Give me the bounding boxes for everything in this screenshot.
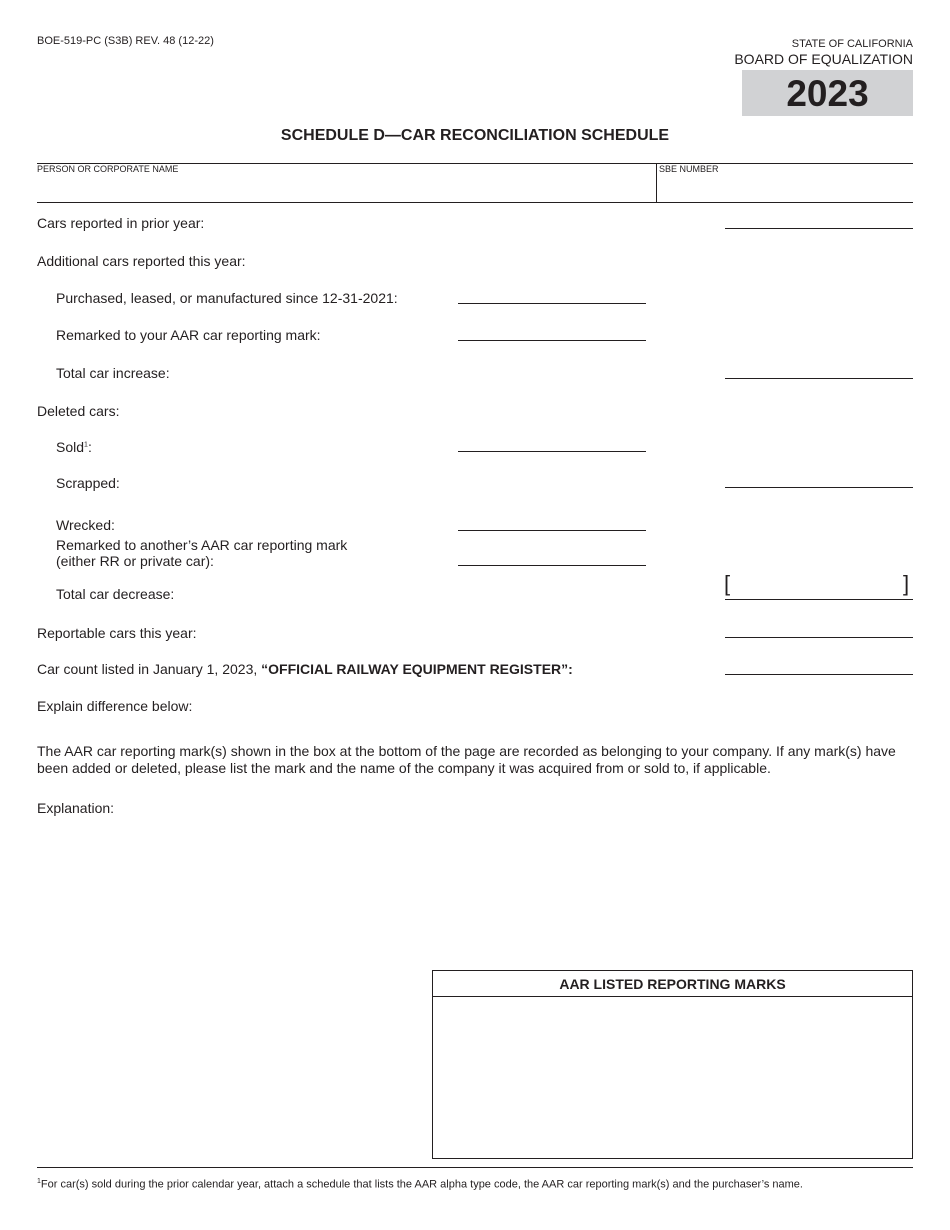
total-increase-field[interactable] — [725, 360, 913, 379]
register-count-bold: “OFFICIAL RAILWAY EQUIPMENT REGISTER”: — [261, 661, 573, 677]
sold-field[interactable] — [458, 433, 646, 452]
reportable-cars-field[interactable] — [725, 619, 913, 638]
explanation-label: Explanation: — [37, 800, 115, 816]
wrecked-label: Wrecked: — [56, 517, 115, 533]
sold-text: Sold — [56, 439, 85, 455]
state-label: STATE OF CALIFORNIA — [791, 38, 913, 50]
prior-year-field[interactable] — [725, 210, 913, 229]
form-id: BOE-519-PC (S3B) REV. 48 (12-22) — [37, 35, 214, 47]
aar-marks-box — [432, 970, 913, 1159]
page-title: SCHEDULE D—CAR RECONCILIATION SCHEDULE — [280, 127, 670, 144]
sold-footnote-marker: 1 — [84, 441, 88, 449]
tax-year-badge: 2023 — [742, 70, 913, 116]
total-increase-label: Total car increase: — [56, 365, 170, 381]
total-decrease-field[interactable] — [725, 581, 913, 600]
register-count-label — [37, 661, 573, 677]
register-count-field[interactable] — [725, 656, 913, 675]
total-decrease-label: Total car decrease: — [56, 586, 175, 602]
remarked-other-label-line2: (either RR or private car): — [56, 553, 214, 569]
name-row-divider — [656, 163, 657, 203]
scrapped-field[interactable] — [725, 469, 913, 488]
purchased-field[interactable] — [458, 285, 646, 304]
explanation-area[interactable] — [37, 822, 417, 962]
remarked-yours-label: Remarked to your AAR car reporting mark: — [56, 327, 321, 343]
instructions-paragraph: The AAR car reporting mark(s) shown in the box at the bottom of the page are recorded as belonging to your company. If any mark(s) have been added or deleted, please list the mark and the name of the company it was acquired from or sold to, if applicable. — [37, 743, 896, 776]
footnote — [37, 1178, 803, 1191]
aar-marks-heading: AAR LISTED REPORTING MARKS — [433, 971, 912, 997]
register-count-prefix: Car count listed in January 1, 2023, — [37, 661, 262, 677]
board-label: BOARD OF EQUALIZATION — [734, 51, 913, 67]
purchased-label: Purchased, leased, or manufactured since 12-31-2021: — [56, 290, 398, 306]
footnote-marker: 1 — [37, 1178, 41, 1185]
sold-colon: : — [87, 439, 92, 455]
reportable-cars-label: Reportable cars this year: — [37, 625, 197, 641]
remarked-other-label-line1: Remarked to another’s AAR car reporting mark — [56, 537, 348, 553]
footnote-rule — [37, 1167, 913, 1168]
deleted-cars-label: Deleted cars: — [37, 403, 120, 419]
footnote-text: For car(s) sold during the prior calendar year, attach a schedule that lists the AAR alpha type code, the AAR car reporting mark(s) and the purchaser’s name. — [40, 1178, 803, 1191]
explain-difference-label: Explain difference below: — [37, 698, 193, 714]
sbe-field-label: SBE NUMBER — [659, 164, 719, 174]
additional-cars-label: Additional cars reported this year: — [37, 253, 246, 269]
aar-marks-content — [433, 997, 912, 1157]
scrapped-label: Scrapped: — [56, 475, 120, 491]
total-decrease-bracket-right: ] — [903, 571, 910, 596]
prior-year-label: Cars reported in prior year: — [37, 215, 205, 231]
name-field[interactable] — [37, 176, 653, 200]
wrecked-field[interactable] — [458, 512, 646, 531]
name-row-bottom-rule — [37, 202, 913, 203]
remarked-yours-field[interactable] — [458, 322, 646, 341]
sbe-number-field[interactable] — [659, 176, 911, 200]
total-decrease-bracket-left: [ — [724, 571, 731, 596]
name-field-label: PERSON OR CORPORATE NAME — [37, 164, 179, 174]
remarked-other-field[interactable] — [458, 547, 646, 566]
sold-label — [56, 439, 92, 455]
